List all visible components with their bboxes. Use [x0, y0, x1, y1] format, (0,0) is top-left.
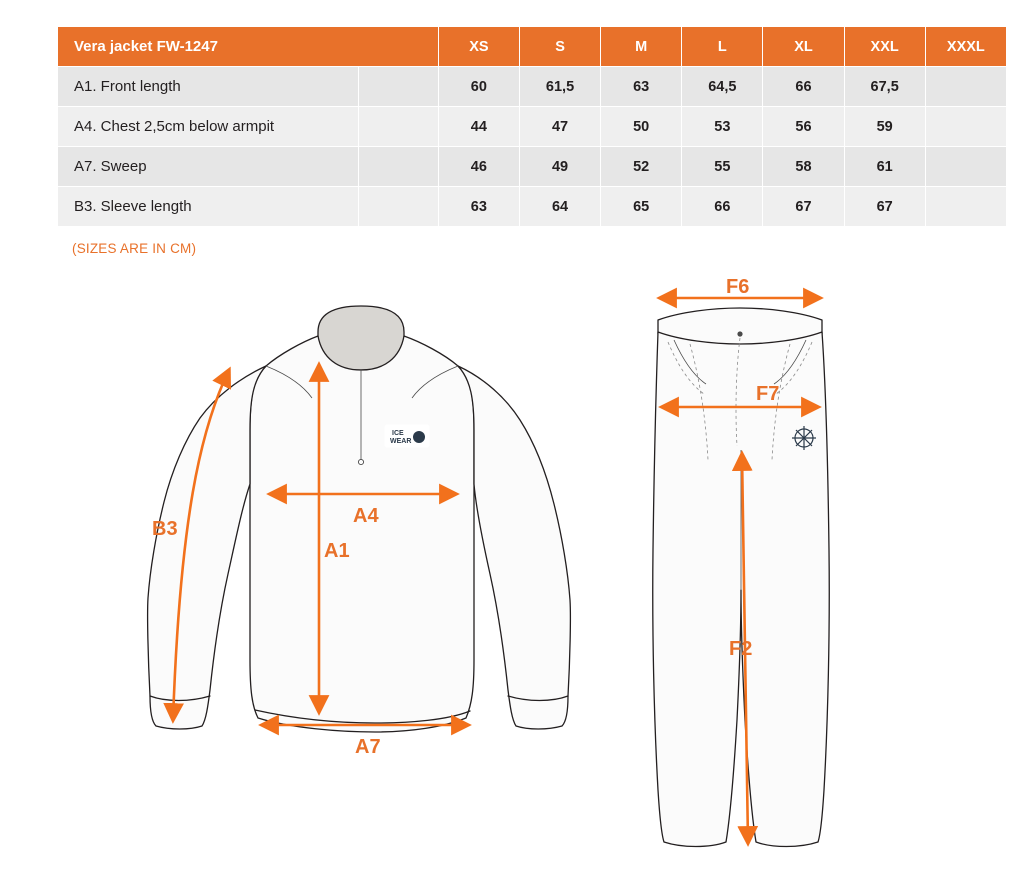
cell-a1-s: 61,5 — [519, 67, 600, 107]
table-header-row — [58, 27, 1007, 67]
jacket-left-sleeve — [148, 366, 266, 729]
brand-logo-badge — [385, 425, 429, 447]
cell-a1-xxl: 67,5 — [844, 67, 925, 107]
brand-emblem-icon — [413, 431, 425, 443]
table-row — [58, 187, 1007, 227]
cell-a7-xl: 58 — [763, 147, 844, 187]
table-row — [58, 107, 1007, 147]
pants-illustration — [653, 276, 830, 847]
column-header-m: M — [601, 27, 682, 67]
row-spacer-cell — [358, 107, 438, 147]
cell-a7-l: 55 — [682, 147, 763, 187]
cell-a4-xl: 56 — [763, 107, 844, 147]
measurement-illustrations — [0, 270, 1036, 890]
table-row — [58, 67, 1007, 107]
row-label-a7: A7. Sweep — [58, 147, 359, 187]
cell-a7-s: 49 — [519, 147, 600, 187]
column-header-xs: XS — [438, 27, 519, 67]
cell-b3-s: 64 — [519, 187, 600, 227]
cell-a4-xxxl — [925, 107, 1006, 147]
table-title-cell: Vera jacket FW-1247 — [58, 27, 439, 67]
row-spacer-cell — [358, 147, 438, 187]
jacket-body — [250, 336, 474, 732]
brand-text-line2: WEAR — [390, 438, 412, 445]
measure-label-f2: F2 — [729, 638, 753, 660]
row-spacer-cell — [358, 67, 438, 107]
column-header-xl: XL — [763, 27, 844, 67]
column-header-xxl: XXL — [844, 27, 925, 67]
jacket-illustration — [148, 306, 571, 758]
cell-b3-xxl: 67 — [844, 187, 925, 227]
cell-a7-xxxl — [925, 147, 1006, 187]
brand-text-line1: ICE — [392, 430, 404, 437]
cell-b3-l: 66 — [682, 187, 763, 227]
row-label-b3: B3. Sleeve length — [58, 187, 359, 227]
cell-a4-xxl: 59 — [844, 107, 925, 147]
cell-a4-l: 53 — [682, 107, 763, 147]
cell-a1-l: 64,5 — [682, 67, 763, 107]
measure-label-a1: A1 — [324, 540, 350, 562]
cell-a4-s: 47 — [519, 107, 600, 147]
cell-a7-xxl: 61 — [844, 147, 925, 187]
cell-a1-xl: 66 — [763, 67, 844, 107]
cell-a1-xs: 60 — [438, 67, 519, 107]
cell-b3-m: 65 — [601, 187, 682, 227]
cell-a1-m: 63 — [601, 67, 682, 107]
row-spacer-cell — [358, 187, 438, 227]
cell-b3-xl: 67 — [763, 187, 844, 227]
size-chart-table-wrapper — [57, 26, 1007, 227]
pants-button-icon — [737, 331, 742, 336]
cell-a7-m: 52 — [601, 147, 682, 187]
table-header — [58, 27, 1007, 67]
measure-label-f6: F6 — [726, 276, 750, 298]
measure-label-a4: A4 — [353, 505, 379, 527]
row-label-a4: A4. Chest 2,5cm below armpit — [58, 107, 359, 147]
jacket-right-sleeve — [458, 366, 570, 729]
row-label-a1: A1. Front length — [58, 67, 359, 107]
measure-label-f7: F7 — [756, 383, 780, 405]
units-note: (SIZES ARE IN CM) — [72, 241, 197, 256]
cell-b3-xxxl — [925, 187, 1006, 227]
cell-a4-xs: 44 — [438, 107, 519, 147]
table-row — [58, 147, 1007, 187]
size-chart-table — [57, 26, 1007, 227]
column-header-xxxl: XXXL — [925, 27, 1006, 67]
cell-a7-xs: 46 — [438, 147, 519, 187]
column-header-l: L — [682, 27, 763, 67]
column-header-s: S — [519, 27, 600, 67]
cell-b3-xs: 63 — [438, 187, 519, 227]
table-body — [58, 67, 1007, 227]
measure-label-b3: B3 — [152, 518, 178, 540]
measure-label-a7: A7 — [355, 736, 381, 758]
cell-a1-xxxl — [925, 67, 1006, 107]
cell-a4-m: 50 — [601, 107, 682, 147]
